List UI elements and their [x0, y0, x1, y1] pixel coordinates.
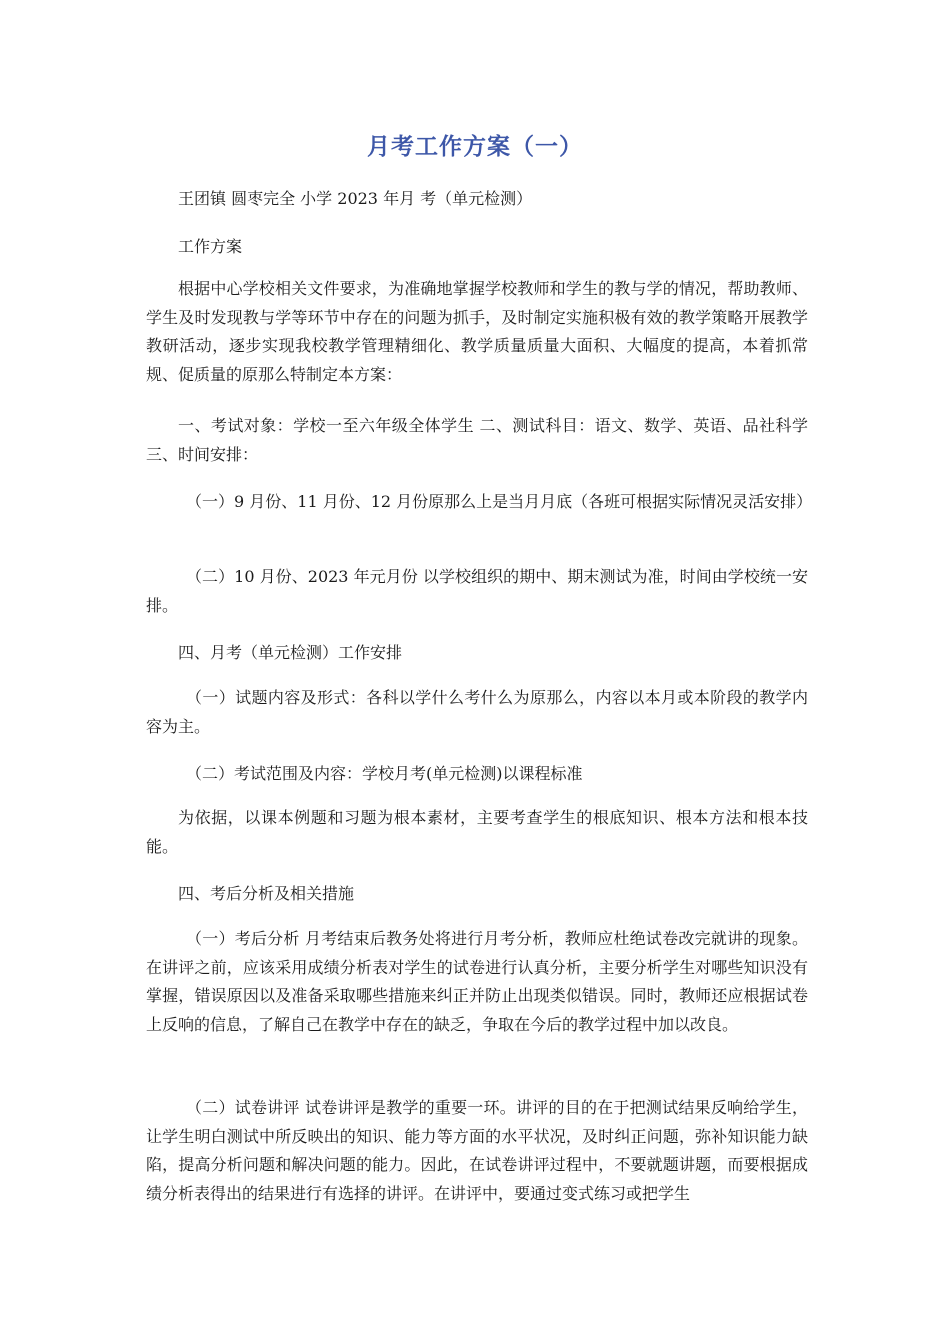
- arrangement-item-1: （一）试题内容及形式：各科以学什么考什么为原那么，内容以本月或本阶段的教学内容为主。: [146, 688, 808, 736]
- schedule-item-1: （一）9 月份、11 月份、12 月份原那么上是当月月底（各班可根据实际情况灵活安排）: [186, 492, 813, 511]
- analysis-item-1: （一）考后分析 月考结束后教务处将进行月考分析，教师应杜绝试卷改完就讲的现象。在讲评之前，应该采用成绩分析表对学生的试卷进行认真分析，主要分析学生对哪些知识没有掌握，错误原因以及准备采取哪些措施来纠正并防止出现类似错误。同时，教师还应根据试卷上反响的信息，了解自己在教学中存在的缺乏，争取在今后的教学过程中加以改良。: [146, 929, 808, 1034]
- arrangement-item-2: （二）考试范围及内容：学校月考(单元检测)以课程标准: [186, 764, 583, 783]
- subtitle-line: 工作方案: [178, 237, 243, 256]
- section-heading-analysis: 四、考后分析及相关措施: [178, 884, 355, 903]
- arrangement-item-2-cont: 为依据，以课本例题和习题为根本素材，主要考查学生的根底知识、根本方法和根本技能。: [146, 808, 808, 856]
- schedule-item-2: （二）10 月份、2023 年元月份 以学校组织的期中、期末测试为准，时间由学校统一安排。: [146, 567, 808, 615]
- document-title: 月考工作方案（一）: [367, 134, 583, 160]
- school-line: 王团镇 圆枣完全 小学 2023 年月 考（单元检测）: [178, 189, 533, 208]
- intro-paragraph: 根据中心学校相关文件要求，为准确地掌握学校教师和学生的教与学的情况，帮助教师、学生及时发现教与学等环节中存在的问题为抓手，及时制定实施积极有效的教学策略开展教学教研活动，逐步实现我校教学管理精细化、教学质量质量大面积、大幅度的提高，本着抓常规、促质量的原那么特制定本方案：: [146, 279, 808, 384]
- analysis-item-2: （二）试卷讲评 试卷讲评是教学的重要一环。讲评的目的在于把测试结果反响给学生，让学生明白测试中所反映出的知识、能力等方面的水平状况，及时纠正问题，弥补知识能力缺陷，提高分析问题和解决问题的能力。因此，在试卷讲评过程中，不要就题讲题，而要根据成绩分析表得出的结果进行有选择的讲评。在讲评中，要通过变式练习或把学生: [146, 1098, 808, 1203]
- exam-target-paragraph: 一、考试对象：学校一至六年级全体学生 二、测试科目：语文、数学、英语、品社科学 三、时间安排：: [146, 416, 808, 464]
- section-heading-arrangement: 四、月考（单元检测）工作安排: [178, 643, 403, 662]
